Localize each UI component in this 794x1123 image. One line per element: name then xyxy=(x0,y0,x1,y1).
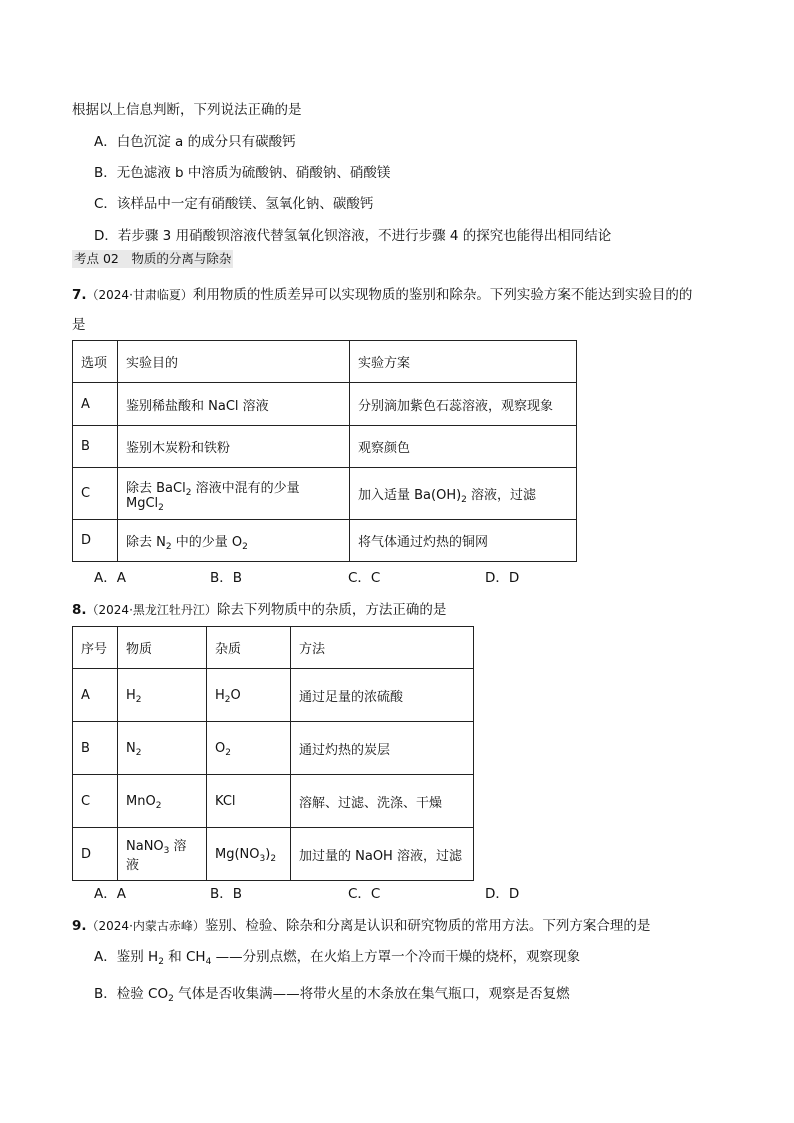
q9-option-a: A．鉴别 $H_2$ 和 $CH_4$ ——分别点燃，在火焰上方罩一个冷而干燥的烧杯，观察现象 xyxy=(94,949,581,967)
method-cell: 通过足量的浓硫酸 xyxy=(291,669,474,722)
q7-table xyxy=(72,340,577,562)
table-row xyxy=(73,468,577,520)
choice-b: B．B xyxy=(210,886,243,902)
table-row xyxy=(73,828,474,881)
q8-stem-text: 除去下列物质中的杂质，方法正确的是 xyxy=(216,602,447,618)
table-row xyxy=(73,520,577,562)
table-row xyxy=(73,669,474,722)
q8-number: 8. xyxy=(72,602,87,618)
header-cell: 杂质 xyxy=(207,627,291,669)
section-label: 考点 02 物质的分离与除杂 xyxy=(74,251,232,266)
q8-source: （2024·黑龙江牡丹江） xyxy=(86,603,217,617)
option-cell: B xyxy=(73,426,118,468)
table-row xyxy=(73,426,577,468)
method-cell: 加过量的 NaOH 溶液，过滤 xyxy=(291,828,474,881)
plan-cell: 分别滴加紫色石蕊溶液，观察现象 xyxy=(350,383,577,426)
q7-choices xyxy=(0,569,794,587)
impurity-cell: $O_2$ xyxy=(207,722,291,775)
substance-cell: MnO$_2$ xyxy=(118,775,207,828)
option-cell: D xyxy=(73,828,118,881)
plan-cell: 将气体通过灼热的铜网 xyxy=(350,520,577,562)
q6-option-d: D．若步骤 3 用硝酸钡溶液代替氢氧化钡溶液，不进行步骤 4 的探究也能得出相同结论 xyxy=(94,228,612,244)
substance-cell: NaNO$_3$ 溶液 xyxy=(118,828,207,881)
table-row xyxy=(73,722,474,775)
header-cell: 实验方案 xyxy=(350,341,577,383)
plan-cell: 观察颜色 xyxy=(350,426,577,468)
q8-table xyxy=(72,626,474,881)
choice-a: A．A xyxy=(94,570,126,586)
header-cell: 方法 xyxy=(291,627,474,669)
q9-source: （2024·内蒙古赤峰） xyxy=(86,919,205,933)
header-cell: 实验目的 xyxy=(118,341,350,383)
header-cell: 选项 xyxy=(73,341,118,383)
table-row xyxy=(73,383,577,426)
q6-option-b: B．无色滤液 b 中溶质为硫酸钠、硝酸钠、硝酸镁 xyxy=(94,165,391,181)
question-intro: 根据以上信息判断，下列说法正确的是 xyxy=(72,102,302,118)
q9-stem xyxy=(72,917,650,935)
substance-cell: $H_2$ xyxy=(118,669,207,722)
option-cell: B xyxy=(73,722,118,775)
q7-number: 7. xyxy=(72,287,87,303)
goal-cell: 鉴别稀盐酸和 NaCl 溶液 xyxy=(118,383,350,426)
table-header-row xyxy=(73,627,474,669)
choice-c: C．C xyxy=(348,570,381,586)
q9-stem-text: 鉴别、检验、除杂和分离是认识和研究物质的常用方法。下列方案合理的是 xyxy=(204,918,651,934)
q7-stem-text: 利用物质的性质差异可以实现物质的鉴别和除杂。下列实验方案不能达到实验目的的 xyxy=(192,287,693,303)
option-cell: D xyxy=(73,520,118,562)
option-cell: C xyxy=(73,468,118,520)
q6-option-a: A．白色沉淀 a 的成分只有碳酸钙 xyxy=(94,134,296,150)
impurity-cell: $H_2O$ xyxy=(207,669,291,722)
q7-stem xyxy=(72,286,692,304)
choice-b: B．B xyxy=(210,570,243,586)
option-cell: C xyxy=(73,775,118,828)
q7-source: （2024·甘肃临夏） xyxy=(86,288,193,302)
option-cell: A xyxy=(73,383,118,426)
q8-choices xyxy=(0,885,794,903)
goal-cell: 鉴别木炭粉和铁粉 xyxy=(118,426,350,468)
choice-c: C．C xyxy=(348,886,381,902)
impurity-cell: KCl xyxy=(207,775,291,828)
q8-stem xyxy=(72,601,446,619)
table-row xyxy=(73,775,474,828)
goal-cell: 除去 BaCl$_2$ 溶液中混有的少量 MgCl$_2$ xyxy=(118,468,350,520)
q7-stem-continued: 是 xyxy=(72,317,86,333)
plan-cell: 加入适量 $Ba(OH)_2$ 溶液，过滤 xyxy=(350,468,577,520)
q9-option-b: B．检验 $CO_2$ 气体是否收集满——将带火星的木条放在集气瓶口，观察是否复燃 xyxy=(94,986,570,1004)
method-cell: 溶解、过滤、洗涤、干燥 xyxy=(291,775,474,828)
impurity-cell: $Mg(NO_3)_2$ xyxy=(207,828,291,881)
choice-d: D．D xyxy=(485,570,520,586)
q9-number: 9. xyxy=(72,918,87,934)
option-cell: A xyxy=(73,669,118,722)
method-cell: 通过灼热的炭层 xyxy=(291,722,474,775)
goal-cell: 除去 $N_2$ 中的少量 $O_2$ xyxy=(118,520,350,562)
header-cell: 物质 xyxy=(118,627,207,669)
table-header-row xyxy=(73,341,577,383)
q6-option-c: C．该样品中一定有硝酸镁、氢氧化钠、碳酸钙 xyxy=(94,196,374,212)
substance-cell: $N_2$ xyxy=(118,722,207,775)
header-cell: 序号 xyxy=(73,627,118,669)
choice-d: D．D xyxy=(485,886,520,902)
choice-a: A．A xyxy=(94,886,126,902)
